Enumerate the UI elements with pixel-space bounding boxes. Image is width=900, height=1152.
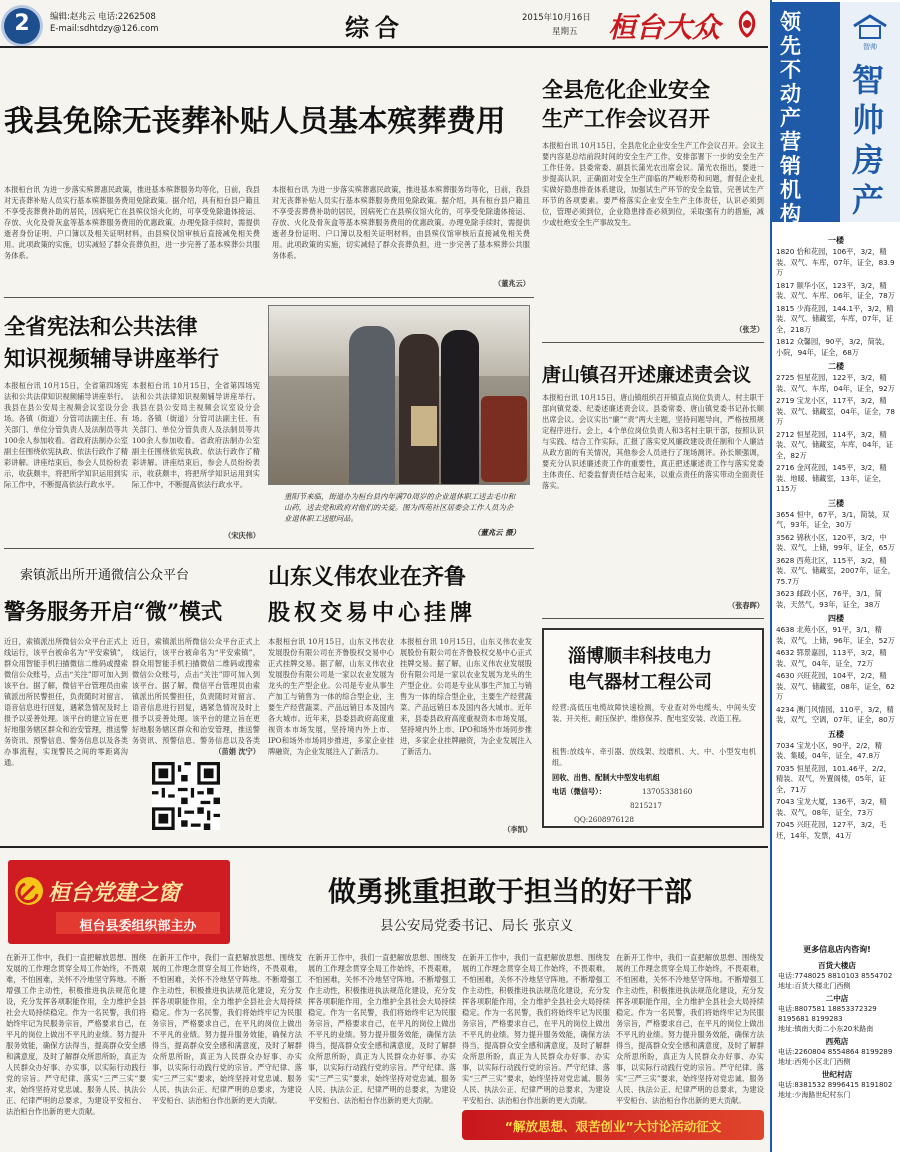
issue-date: 2015年10月16日 [522,13,591,23]
photo-credit: （董兆云 摄） [473,528,520,537]
sci-ad-phone-label: 电话（微信号）： [552,787,606,796]
listing-item: 3628 西苑北区，115平，3/2，精装、双气、储藏室，2007年，证全，75.7万 [776,555,895,586]
party-body-col5: 在新开工作中，我们一直把解放思想、围绕发展的工作理念贯穿全局工作始终，不畏艰难，不怕困难，关怀不冷地坚守阵地。不断增强工作主动性，积极推进执法规范化建设，充分发挥各项职能作用，全力维护全县社会大局持续稳定。作为一名民警，我们将始终牢记为民服务宗旨，严格要求自己，在平凡的岗位上做出不平凡的业绩。努力提升服务效能，确保方法得当，提高群众安全感和满意度，及时了解群众所思所盼，真正为人民群众办好事、办实事，以实际行动践行党的宗旨。严守纪律、落实“三严三实”要求，始终坚持对党忠诚、服务人民、执法公正、纪律严明的总要求，为建设平安桓台、法治桓台作出新的更大贡献。 [616,953,764,1105]
editor-line: 编辑:赵兆云 电话:2262508 [50,12,156,22]
safety-body: 本报桓台讯 10月15日，全县危化企业安全生产工作会议召开。会议主要内容是总结前段时间的安全生产工作，安排部署下一步的安全生产工作任务。县委常委、副县长蒲光农出席会议。蒲光农指出，要进一步提高认识，正确面对安全生产面临的严峻形势和问题，督促企业扎实做好隐患排查体系建设，加强试生产环节的安全监管，完善试生产环节的各项要素。要严格落实企业安全生产主体责任，认识必须到位，管理必须到位，企业隐患排查必须到位，采取强有力的措施，减少或杜绝安全生产事故发生。 [542,141,764,227]
party-banner-title: 桓台党建之窗 [48,880,181,906]
listing-item: 4630 兴旺花园，104平，2/2，精装、双气、储藏室，08年，证全，62万 [776,671,895,701]
floor-label: 五楼 [828,729,844,739]
floor-label: 一楼 [828,236,844,245]
sidebar-branches [778,958,896,1148]
news-photo [268,305,530,485]
lead-byline: （董兆云） [494,279,530,288]
masthead-rule [0,46,768,48]
tangshan-byline: （张春晖） [728,601,764,610]
masthead [0,0,768,50]
house-logo-icon [852,14,888,40]
lead-headline: 我县免除无丧葬补贴人员基本殡葬费用 [4,103,506,138]
branch-name: 世纪村店 [821,1070,853,1079]
listing-item: 4632 郓景嘉园，113平，3/2，精装、双气，04年，证全，72万 [776,648,887,668]
wechat-qr-code[interactable] [152,762,220,830]
listing-item: 1815 少海花园，144.1平，3/2，精装、双气、储藏室，车库，07年，证全，218万 [776,303,894,334]
party-top-rule [0,846,768,848]
party-body-col1: 在新开工作中，我们一直把解放思想、围绕发展的工作理念贯穿全局工作始终，不畏艰难，不怕困难，关怀不冷地坚守阵地。不断增强工作主动性，积极推进执法规范化建设，充分发挥各项职能作用，全力维护全县社会大局持续稳定。作为一名民警，我们将始终牢记为民服务宗旨，严格要求自己，在平凡的岗位上做出不平凡的业绩。努力提升服务效能，确保方法得当，提高群众安全感和满意度，及时了解群众所思所盼，真正为人民群众办好事、办实事，以实际行动践行党的宗旨。严守纪律、落实“三严三实”要求，始终坚持对党忠诚、服务人民、执法公正、纪律严明的总要求，为建设平安桓台、法治桓台作出新的更大贡献。 [6,953,146,1116]
party-author: 县公安局党委书记、局长 张京义 [380,918,574,934]
branch-address: 地址:镇南大街二小东20米路南 [778,1025,874,1033]
branch-phone: 电话:7748025 8810103 8554702 [778,972,893,980]
lead-body: 本报桓台讯 为进一步落实殡葬惠民政策，推进基本殡葬服务均等化，日前，我县对无丧葬补贴人员实行基本殡葬服务费用免除政策。据介绍，具有桓台县户籍且不享受丧葬费补助的居民，因病死亡在县殡仪馆火化的，可享受免除遗体接运、存放、火化及骨灰盒等基本殡葬服务费用的优惠政策。办理免除手续时，需提供逝者身份证明、户口簿以及相关证明材料，由县殡仪馆审核后直接减免相关费用。此项政策的实施，切实减轻了群众丧葬负担，进一步完善了基本殡葬公共服务体系。 [4,185,260,260]
photo-chair [481,396,527,482]
photo-bag [411,406,437,446]
yiwei-headline-line1: 山东义伟农业在齐鲁 [268,564,467,590]
yiwei-body: 本报桓台讯 10月15日，山东义伟农业发展股份有限公司在齐鲁股权交易中心正式挂牌交易。据了解，山东义伟农业发展股份有限公司是一家以农业发展为龙头的生产型企业。公司是专业从事生产加工与销售为一体的综合型企业，主要生产经营蔬菜、产品远销日本及国内各大城市。近年来，县委县政府高度重视资本市场发展，坚持境内外上市、IPO和场外市场同步推进，多家企业挂牌融资，为企业发展注入了新活力。 [268,637,394,756]
floor-label: 二楼 [828,362,844,371]
party-body-col3: 在新开工作中，我们一直把解放思想、围绕发展的工作理念贯穿全局工作始终，不畏艰难，不怕困难，关怀不冷地坚守阵地。不断增强工作主动性，积极推进执法规范化建设，充分发挥各项职能作用，全力维护全县社会大局持续稳定。作为一名民警，我们将始终牢记为民服务宗旨，严格要求自己，在平凡的岗位上做出不平凡的业绩。努力提升服务效能，确保方法得当，提高群众安全感和满意度，及时了解群众所思所盼，真正为人民群众办好事、办实事，以实际行动践行党的宗旨。严守纪律、落实“三严三实”要求，始终坚持对党忠诚、服务人民、执法公正、纪律严明的总要求，为建设平安桓台、法治桓台作出新的更大贡献。 [308,953,456,1105]
branch-phone: 电话:8381532 8996415 8191802 [778,1081,893,1089]
sidebar-more-info: 更多信息店内咨询! [803,945,871,954]
police-byline: （苗娟 沈宁） [214,747,260,756]
party-body-col4: 在新开工作中，我们一直把解放思想、围绕发展的工作理念贯穿全局工作始终，不畏艰难，不怕困难，关怀不冷地坚守阵地。不断增强工作主动性，积极推进执法规范化建设，充分发挥各项职能作用，全力维护全县社会大局持续稳定。作为一名民警，我们将始终牢记为民服务宗旨，严格要求自己，在平凡的岗位上做出不平凡的业绩。努力提升服务效能，确保方法得当，提高群众安全感和满意度，及时了解群众所思所盼，真正为人民群众办好事、办实事，以实际行动践行党的宗旨。严守纪律、落实“三严三实”要求，始终坚持对党忠诚、服务人民、执法公正、纪律严明的总要求，为建设平安桓台、法治桓台作出新的更大贡献。 [462,953,610,1105]
sci-ad-phone-1: 13705338160 [642,787,693,796]
branch-address: 地址:西苑小区北门西侧 [778,1058,851,1066]
police-body: 近日，索镇派出所微信公众平台正式上线运行，该平台被命名为“平安索镇”，群众用智能手机扫描微信二维码或搜索微信公众账号，点击“关注”即可加入到该平台。据了解，微信平台管理员由索镇派出所民警担任，负责随时对留言、语音信息进行回复，遇紧急情况及时上报予以妥善处理。该平台的建立旨在更好地服务辖区群众和治安管理，推送警务资讯、预警信息、警务信息以及各类办事流程，实现警民之间的零距离沟通。 [4,637,128,767]
listing-item: 3562 锦秋小区，120平，3/2，中装、双气，上储，99年，证全，65万 [776,532,895,552]
lead-rule [4,297,534,298]
sci-ad-rent: 租售:放线车、牵引器、放线架、绞磨机、大、中、小型发电机组。 [552,747,756,767]
listing-item: 1820 恰和花园，106平，3/2，精装、双气、车库，07年，证全，83.9万 [776,247,895,277]
listing-item: 7035 恒星花园，101.46平，2/2，精装、双气，外置阁楼，05年，证全，71万 [776,763,891,794]
floors-container [776,235,896,841]
party-body-col2: 在新开工作中，我们一直把解放思想、围绕发展的工作理念贯穿全局工作始终，不畏艰难，不怕困难，关怀不冷地坚守阵地。不断增强工作主动性，积极推进执法规范化建设，充分发挥各项职能作用，全力维护全县社会大局持续稳定。作为一名民警，我们将始终牢记为民服务宗旨，严格要求自己，在平凡的岗位上做出不平凡的业绩。努力提升服务效能，确保方法得当，提高群众安全感和满意度，及时了解群众所思所盼，真正为人民群众办好事、办实事，以实际行动践行党的宗旨。严守纪律、落实“三严三实”要求，始终坚持对党忠诚、服务人民、执法公正、纪律严明的总要求，为建设平安桓台、法治桓台作出新的更大贡献。 [152,953,302,1105]
paper-name: 桓台大众 [608,11,721,44]
listing-item: 1817 颐华小区，123平，3/2，精装、双气、车库、06年，证全，78万 [776,280,895,300]
lecture-headline-line2: 知识视频辅导讲座举行 [4,347,220,372]
listing-item: 4638 北苑小区，91平，3/1，精装，双气，上储，96年，证全，52万 [776,625,895,645]
branch-phone: 电话:8807581 18853372329 8195681 8199283 [778,1005,877,1023]
yiwei-headline-line2: 股权交易中心挂牌 [268,600,477,626]
paper-logo-icon [734,10,760,38]
police-headline: 警务服务开启“微”模式 [4,600,223,625]
safety-headline-line2: 生产工作会议召开 [542,106,710,131]
sci-ad-recycle: 回收、出售、配制大中型发电机组 [552,773,660,782]
section-label: 综合 [345,13,405,42]
yiwei-byline: （李凯） [503,825,532,834]
floor-label: 三楼 [828,498,844,508]
police-body-cont: 近日，索镇派出所微信公众平台正式上线运行，该平台被命名为“平安索镇”，群众用智能手机扫描微信二维码或搜索微信公众账号，点击“关注”即可加入到该平台。据了解，微信平台管理员由索镇派出所民警担任，负责随时对留言、语音信息进行回复，遇紧急情况及时上报予以妥善处理。该平台的建立旨在更好地服务辖区群众和治安管理，推送警务资讯、预警信息、警务信息以及各类 [132,637,260,744]
yiwei-body-cont: 本报桓台讯 10月15日，山东义伟农业发展股份有限公司在齐鲁股权交易中心正式挂牌交易。据了解，山东义伟农业发展股份有限公司是一家以农业发展为龙头的生产型企业。公司是专业从事生产加工与销售为一体的综合型企业，主要生产经营蔬菜、产品远销日本及国内各大城市。近年来，县委县政府高度重视资本市场发展，坚持境内外上市、IPO和场外市场同步推进，多家企业挂牌融资，为企业发展注入了新活力。 [400,637,532,756]
listing-item: 2725 恒星花园，122平，3/2，精装、双气、车库，04年，证全，92万 [776,373,895,393]
page-number: 2 [14,11,30,36]
tangshan-rule [542,618,764,619]
party-banner-sub: 桓台县委组织部主办 [79,919,197,934]
listing-item: 3623 邮政小区，76平，3/1，简装，天然气，93年，证全，38万 [776,589,882,609]
issue-weekday: 星期五 [552,27,578,37]
branch-name: 二中店 [825,994,849,1003]
listing-item: 7043 宝龙大厦，136平，3/2，精装、双气，08年，证全，73万 [776,797,887,817]
listing-item: 2716 金河花园，145平，3/2，精装、地暖、储藏室，13年，证全，115万 [776,463,887,493]
police-kicker: 索镇派出所开通微信公众平台 [20,568,190,583]
sidebar-listings [776,232,896,932]
branches-container [778,960,896,1100]
branch-name: 西苑店 [825,1037,849,1046]
listing-item: 7034 宝龙小区，90平，2/2，精装、集暖，04年，证全，47.8万 [776,740,882,760]
safety-rule [542,342,764,343]
lecture-byline: （宋庆伟） [224,531,260,540]
branch-address: 地址:百货大楼北门西侧 [778,982,851,990]
photo-caption: 重阳节来临，街道办为桓台县内年满70周岁的企业退休职工送去毛巾和山药，送去党和政府对他们的关爱。图为西苑社区居委会工作人员为企业退休职工送慰问品。 [284,492,516,523]
listing-item: 1812 众馨园，90平，3/2，简装，小院，94年，证全，68万 [776,337,890,357]
listing-item: 2712 恒星花园，114平，3/2，精装、双气、储藏室，车库，04年，证全，82万 [776,429,893,460]
floor-label: 四楼 [828,614,844,623]
tangshan-headline: 唐山镇召开述廉述责会议 [542,364,752,386]
safety-byline: （张芝） [735,325,764,334]
lecture-body-cont: 本报桓台讯 10月15日，全省第四场宪法和公共法律知识视频辅导讲座举行。我县在县公安局主视频会议室设分会场。各镇（街道）分管司法副主任、有关部门、单位分管负责人及法制员等共100余人参加收看。省政府法制办公室副主任围绕依宪执政、依法行政作了精彩讲解。讲座结束后，参会人员纷纷表示，收获颇丰，将把所学知识运用到实际工作中，不断提高依法行政水平。 [132,381,260,489]
sci-ad-company-line2: 电气器材工程公司 [568,672,712,693]
email-line: E-mail:sdhtdzy@126.com [50,24,159,34]
lecture-headline-line1: 全省宪法和公共法律 [4,315,198,340]
lead-body-cont: 本报桓台讯 为进一步落实殡葬惠民政策，推进基本殡葬服务均等化，日前，我县对无丧葬补贴人员实行基本殡葬服务费用免除政策。据介绍，具有桓台县户籍且不享受丧葬费补助的居民，因病死亡在县殡仪馆火化的，可享受免除遗体接运、存放、火化及骨灰盒等基本殡葬服务费用的优惠政策。办理免除手续时，需提供逝者身份证明、户口簿以及相关证明材料，由县殡仪馆审核后直接减免相关费用。此项政策的实施，切实减轻了群众丧葬负担，进一步完善了基本殡葬公共服务体系。 [272,185,530,260]
listing-item: 4234 澳门风情园，110平，3/2，精装，双气，空调，07年，证全，80万 [776,704,895,724]
photo-figure-man [349,326,395,485]
sci-ad-company-line1: 淄博顺丰科技电力 [568,646,712,667]
sci-ad-business: 经营:高低压电缆故障快速检测，专业查对外电缆头、中间头安装、开关柜、耐压保护、维修保养、配电室安装、改造工程。 [552,703,756,723]
sci-ad-phone-2: 8215217 [630,801,663,810]
listing-item: 3654 恒中，67平，3/1，简装，双气，93年，证全，30万 [776,509,890,529]
sidebar-brand-name: 智帅房产 [852,61,885,219]
lecture-body: 本报桓台讯 10月15日，全省第四场宪法和公共法律知识视频辅导讲座举行。我县在县公安局主视频会议室设分会场。各镇（街道）分管司法副主任、有关部门、单位分管负责人及法制员等共100余人参加收看。省政府法制办公室副主任围绕依宪执政、依法行政作了精彩讲解。讲座结束后，参会人员纷纷表示，收获颇丰，将把所学知识运用到实际工作中，不断提高依法行政水平。 [4,381,128,489]
branch-name: 百货大楼店 [818,961,856,970]
listing-item: 2719 宝龙小区，117平，3/2，精装、双气、储藏室，04年，证全，78万 [776,396,895,426]
house-logo-caption: 智帅 [863,43,877,51]
party-headline: 做勇挑重担敢于担当的好干部 [327,875,692,908]
tangshan-body: 本报桓台讯 10月15日，唐山镇组织召开镇直点岗位负责人、村主职干部向镇党委、纪委述廉述责会议。县委常委、唐山镇党委书记孙长顺出席会议。会议实出“廉”“责”两大主题，坚持问题导向，严格按照规定程序进行。会上，4个单位岗位负责人和3名村主职干部，按照认识与实践、结合工作实际，汇报了落实党风廉政建设责任制和个人廉洁从政方面的有关情况，其他参会人员进行了现场测评。孙长顺强调，要充分认识述廉述责工作的重要性，真正把述廉述责工作与落实党委主体责任、纪委监督责任结合起来，以重点责任的落实带动全面责任落实。 [542,393,764,490]
listing-item: 7045 兴旺花园，127平，3/2，毛坯，14年，发票，41万 [776,820,887,840]
branch-phone: 电话:2260804 8554864 8199289 [778,1048,893,1056]
photo-figure-woman2 [441,330,479,485]
sci-ad-qq: QQ:2608976128 [574,815,634,824]
party-emblem-icon [14,876,44,906]
safety-headline-line1: 全县危化企业安全 [542,77,710,102]
photo-rule [4,548,534,549]
branch-address: 地址:少海路世纪村东门 [778,1091,851,1099]
slogan-text: “解放思想、艰苦创业”大讨论活动征文 [504,1119,722,1134]
sidebar-brand-tag: 领先不动产营销机构 [780,10,801,226]
